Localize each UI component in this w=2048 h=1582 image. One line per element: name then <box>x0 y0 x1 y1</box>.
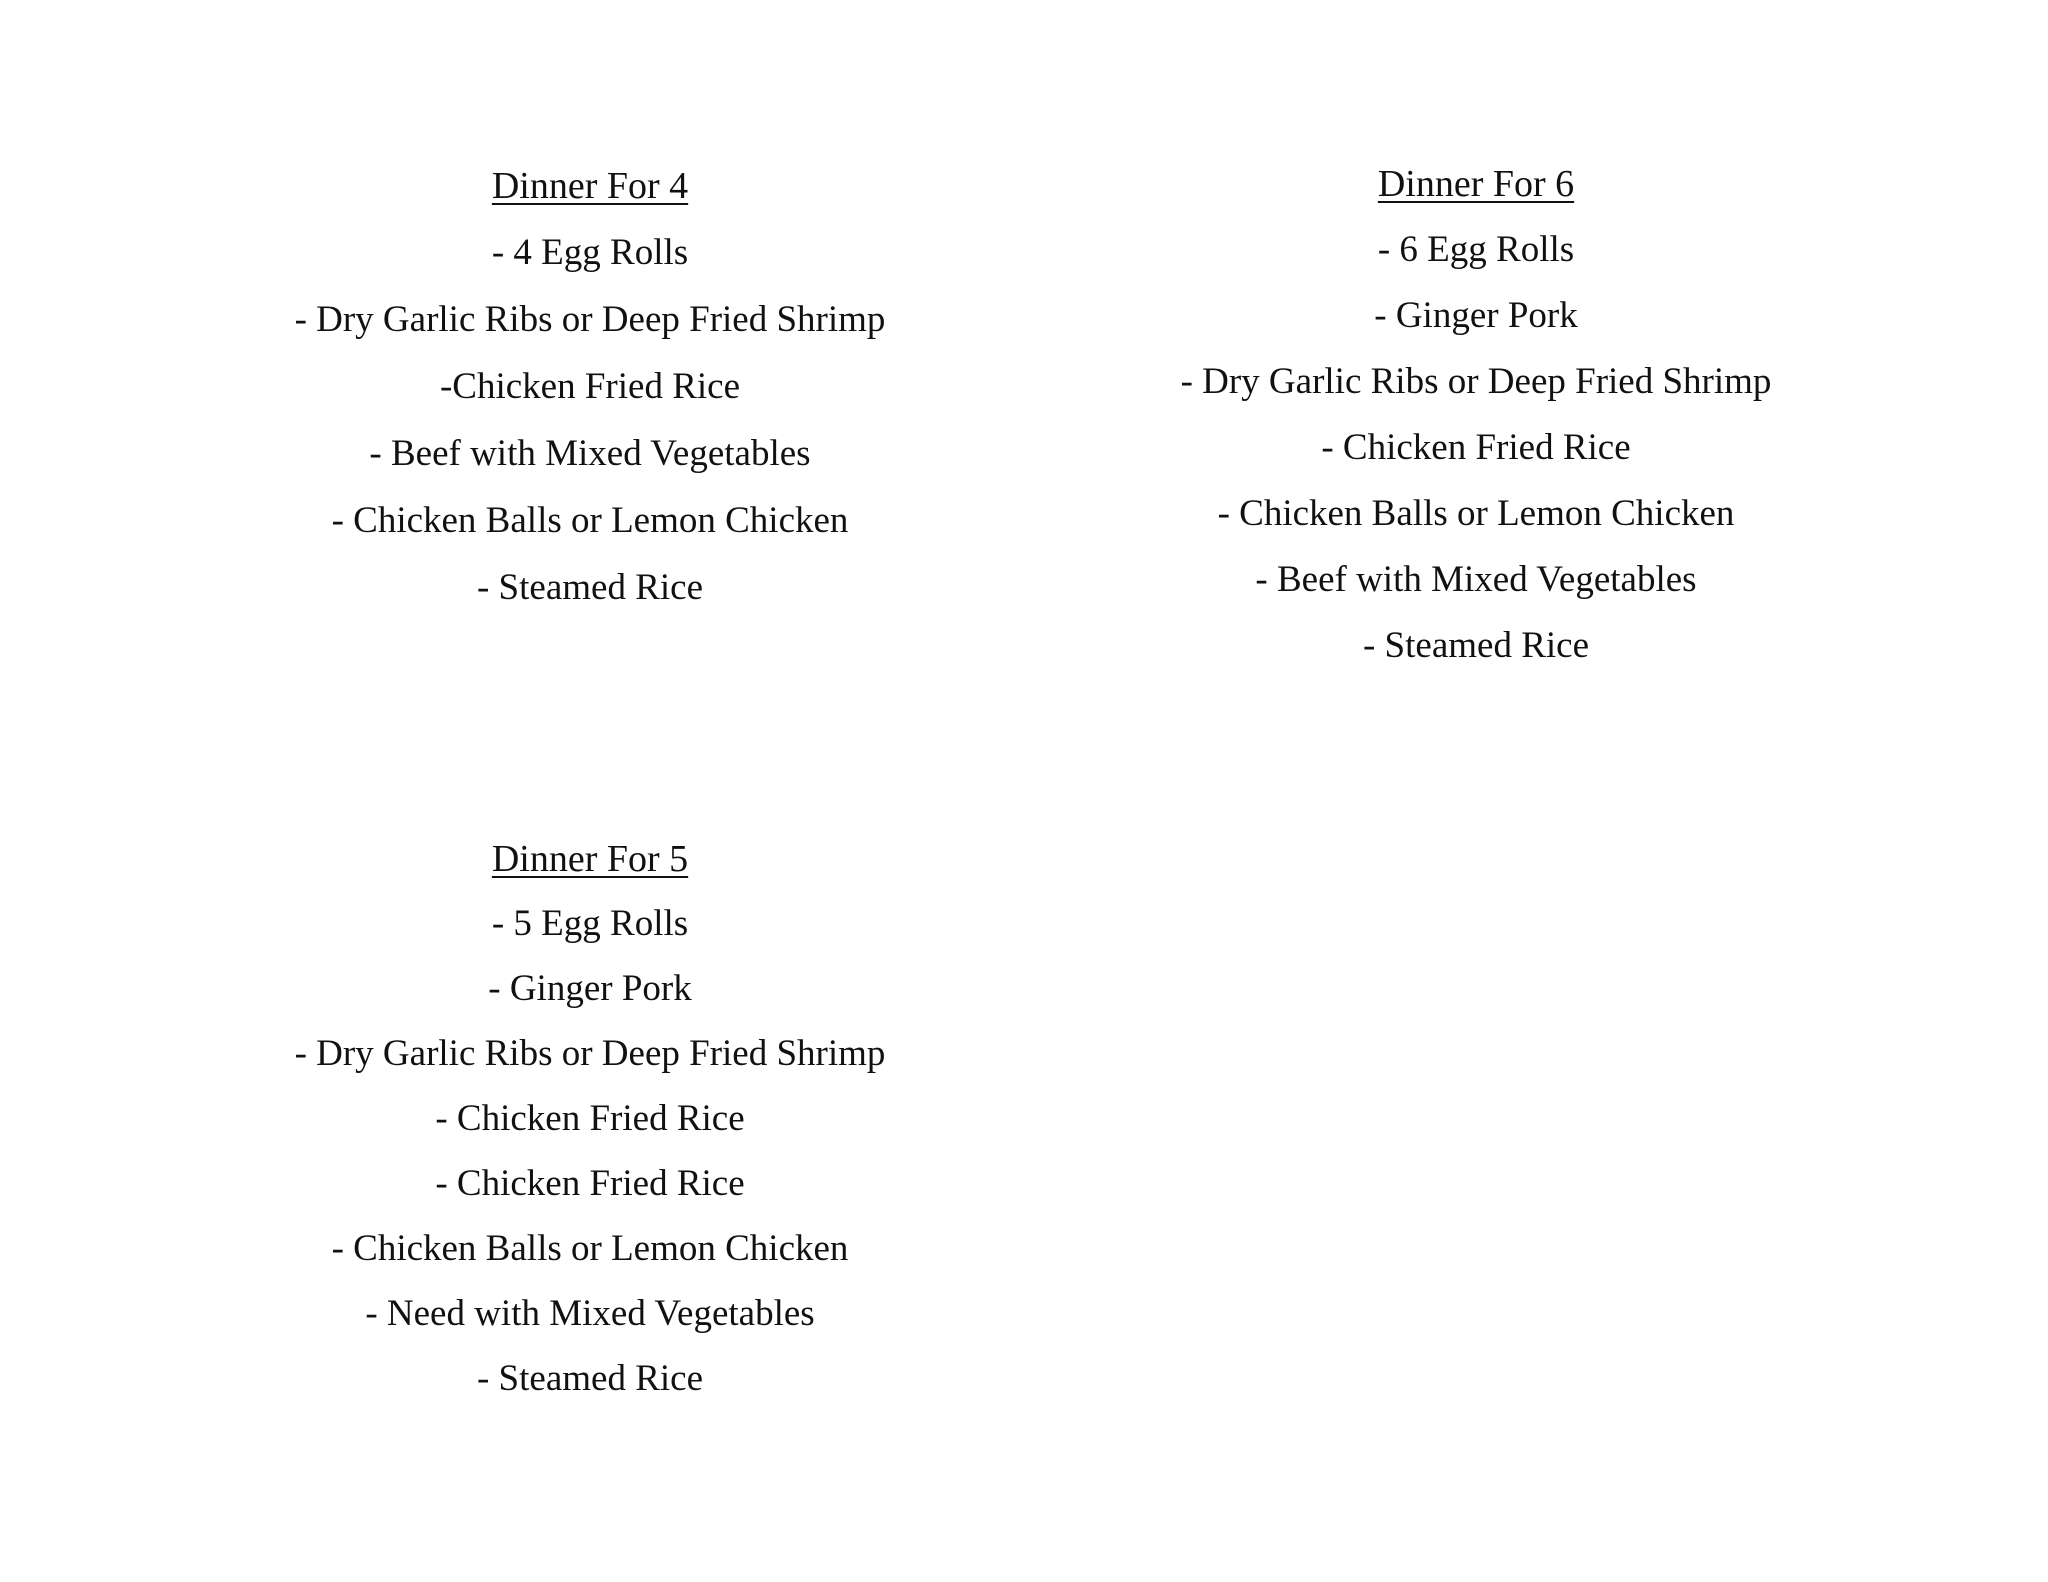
menu-item: - 4 Egg Rolls <box>491 232 689 273</box>
menu-item-list <box>230 230 950 611</box>
menu-item: - Chicken Balls or Lemon Chicken <box>331 1228 849 1269</box>
menu-item: - Chicken Balls or Lemon Chicken <box>1217 493 1735 534</box>
menu-dinner-for-5 <box>230 836 950 1402</box>
menu-item: -Chicken Fried Rice <box>439 366 741 407</box>
menu-item: - Ginger Pork <box>1374 295 1578 336</box>
menu-item: - Need with Mixed Vegetables <box>365 1293 815 1334</box>
menu-title: Dinner For 4 <box>491 165 689 207</box>
menu-item-list <box>230 901 950 1402</box>
menu-dinner-for-6 <box>1116 161 1836 669</box>
menu-item: - Beef with Mixed Vegetables <box>369 433 811 474</box>
menu-item: - Chicken Balls or Lemon Chicken <box>331 500 849 541</box>
menu-item: - Steamed Rice <box>476 567 704 608</box>
menu-title: Dinner For 5 <box>491 838 689 880</box>
menu-item: - Chicken Fried Rice <box>435 1098 745 1139</box>
menu-item: - Chicken Fried Rice <box>435 1163 745 1204</box>
menu-item: - Chicken Fried Rice <box>1321 427 1631 468</box>
menu-item: - Beef with Mixed Vegetables <box>1255 559 1697 600</box>
menu-dinner-for-4 <box>230 163 950 611</box>
menu-item: - Dry Garlic Ribs or Deep Fried Shrimp <box>1180 361 1772 402</box>
menu-item: - Ginger Pork <box>488 968 692 1009</box>
menu-item: - Steamed Rice <box>476 1358 704 1399</box>
menu-item-list <box>1116 227 1836 669</box>
menu-item: - Dry Garlic Ribs or Deep Fried Shrimp <box>294 1033 886 1074</box>
menu-item: - 6 Egg Rolls <box>1377 229 1575 270</box>
menu-title: Dinner For 6 <box>1377 163 1575 205</box>
menu-item: - Steamed Rice <box>1362 625 1590 666</box>
menu-item: - 5 Egg Rolls <box>491 903 689 944</box>
menu-item: - Dry Garlic Ribs or Deep Fried Shrimp <box>294 299 886 340</box>
